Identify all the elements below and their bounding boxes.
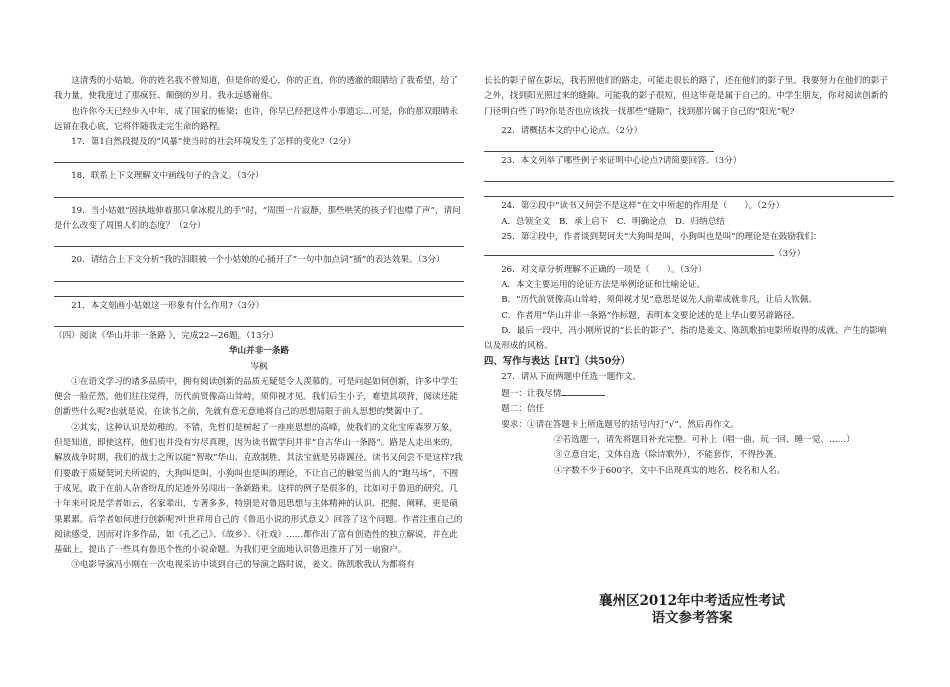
question-26-option-d: D．最后一段中，冯小刚所说的“长长的影子”，指的是姜文、陈凯歌拍电影所取得的成就、产生的影响以及形成的风格。 xyxy=(484,325,887,352)
section-4-heading: （四）阅读《华山并非一条路 》，完成22—26题。（13分） xyxy=(54,330,279,341)
answers-title-line-1: 襄州区2012年中考适应性考试 xyxy=(598,593,786,609)
article-paragraph-2: ②其实，这种认识是幼稚的。不错，先哲们是树起了一座座思想的高峰，使我们的文化宝库森罗万象，但是知道，即使这样，他们也并没有穷尽真理，因为读书做学问并非“自古华山一条路”。路是人走出来的，解放战争时期，我们的战士之所以能“智取”华山、克敌制胜，其法宝就是另辟蹊径。读书又何尝不是这样?我们要敢于质疑契诃夫所说的，大狗叫是叫，小狗叫也是叫的理论，不让自己的触觉当前人的“跑马场”，不囿于成见，敢于在前人杂沓纷乱的足迹外另闯出一条新路来。这样的例子是很多的，比如对于鲁迅的研究，几十年来可说是学者如云，名家辈出，专著多多，特别是对鲁迅思想与主体精神的认识、把握、阐释，更是硕果累累。后学者如何进行创新呢?叶世祥用自己的《鲁迅小说的形式意义》回答了这个问题。作者注重自己的阅读感受，因而对许多作品，如《孔乙己》、《故乡》、《社戏》……都作出了富有创造性的独立解说，并在此基础上，提出了一些具有鲁迅个性的小说命题。为我们更全面地认识鲁迅推开了另一扇窗户。 xyxy=(54,422,463,556)
intro-paragraph-2: 也许你今天已经步入中年，成了国家的栋梁；也许，你早已经把这件小事遗忘…可是，你的那双眼睛永远留在我心底，它将伴随我走完生命的路程。 xyxy=(54,106,458,132)
article-author: 岑枫 xyxy=(250,361,268,372)
question-25-answer xyxy=(484,245,894,262)
answer-line-25[interactable] xyxy=(484,245,774,256)
topic-1 xyxy=(484,385,894,402)
question-26-option-c: C．作者用“华山并非一条路”作标题，表明本文要论述的是上华山要另辟路径。 xyxy=(501,310,801,321)
question-20: 20．请结合上下文分析“我的泪眼被一个小姑娘的心捅开了”一句中加点词“捅”的表达效果。（3分） xyxy=(71,255,445,266)
article-paragraph-1: ①在语文学习的诸多品质中，拥有阅读创新的品质无疑是令人羡慕的。可是问起如何创新，许多中学生便会一脸茫然，他们往往觉得，历代前贤像高山耸峙，须仰视才见。我们后生小子，难望其项背，阅读还能创新些什么呢?也就是说，在读书之前，先就有意无意地将自己的思想局限于前人思想的樊篱中了。 xyxy=(54,376,458,418)
requirement-1: 要求：①请在答题卡上所选题号的括号内打“√”，然后再作文。 xyxy=(501,419,739,430)
question-24-options: A．总领全文 B．承上启下 C．明确论点 D．归纳总结 xyxy=(501,216,725,227)
question-22: 22．请概括本文的中心论点。（2分） xyxy=(501,125,643,136)
answer-line-17[interactable] xyxy=(54,150,464,163)
question-24: 24．第②段中“读书又何尝不是这样”在文中所起的作用是（ ）。（2分） xyxy=(501,201,785,212)
question-26: 26．对文章分析理解不正确的一项是（ ）。（3分） xyxy=(501,264,707,275)
requirement-label: 要求： xyxy=(501,419,527,430)
question-18: 18．联系上下文理解文中画线句子的含义。（3分） xyxy=(71,171,264,182)
requirement-4: ④字数不少于600字，文中不出现真实的地名、校名和人名。 xyxy=(554,465,786,476)
question-26-option-b: B．“历代前贤像高山耸峙，须仰视才见”意思是说先人前辈成就非凡，让后人钦佩。 xyxy=(501,295,818,306)
question-25: 25．第②段中，作者谈到契诃夫“大狗叫是叫，小狗叫也是叫”的理论是在鼓励我们： xyxy=(501,232,822,243)
article-paragraph-3: ③电影导演冯小刚在一次电视采访中谈到自己的导演之路时说，姜文、陈凯歌我认为都将有 xyxy=(71,560,415,571)
answers-title-line-2: 语文参考答案 xyxy=(651,610,733,626)
question-17: 17．第1自然段提及的“风暴”使当时的社会环境发生了怎样的变化?（2分） xyxy=(71,137,356,148)
question-25-score: （3分） xyxy=(774,249,806,260)
left-column xyxy=(54,74,464,574)
question-19: 19．当小姑娘“固执地伸着那只拿冰棍儿的手”时，“周围一片寂静，那些哄笑的孩子们也噤了声”，请问是什么改变了周围人们的态度？（2分） xyxy=(54,205,461,232)
answer-line-20a[interactable] xyxy=(54,269,464,282)
requirement-3: ③立意自定，文体自选（除诗歌外），不能套作，不得抄袭。 xyxy=(554,450,782,461)
intro-paragraph-1: 这清秀的小姑娘。你的姓名我不曾知道，但是你的爱心，你的正直，你的透澈的眼睛给了我希望，给了我力量，使我度过了那疯狂、颠倒的岁月。我永远感谢你。 xyxy=(54,76,458,102)
article-continuation: 长长的影子留在影坛，我若照他们的路走，可能走很长的路了，还在他们的影子里。我要努力在他们的影子之外，找到阳光照过来的缝隙。可能我的影子很短，但这毕竟是属于自己的。中学生朋友，你对阅读创新的门径明白些了吗?你是否也应该找一找那些“缝隙”，找到那片属于自己的“阳光”呢? xyxy=(484,76,888,117)
answer-line-23b[interactable] xyxy=(484,184,894,197)
answer-line-22[interactable] xyxy=(484,139,714,152)
topic-1-label: 题一：让我尽情 xyxy=(501,389,562,400)
writing-section-heading: 四、写作与表达〖HT〗（共50分） xyxy=(484,356,631,368)
question-26-option-a: A．本文主要运用的论证方法是举例论证和比喻论证。 xyxy=(501,279,706,290)
question-27: 27．请从下面两题中任选一题作文。 xyxy=(501,371,642,382)
right-column xyxy=(484,74,894,479)
topic-2: 题二：信任 xyxy=(501,404,545,415)
question-21: 21．本文刻画小姑娘这一形象有什么作用?（3分） xyxy=(71,300,265,311)
question-23: 23．本文列举了哪些例子来证明中心论点?请简要回答。（3分） xyxy=(501,156,742,167)
answer-line-23a[interactable] xyxy=(484,169,894,182)
requirement-2: ②若选题一，请先将题目补充完整。可补上（唱一曲、玩一回、睡一觉、……） xyxy=(554,434,855,445)
answer-line-20b[interactable] xyxy=(54,284,464,297)
answer-line-19[interactable] xyxy=(54,234,464,247)
article-title: 华山并非一条路 xyxy=(228,346,290,357)
answer-line-21[interactable] xyxy=(54,314,464,327)
topic-1-blank[interactable] xyxy=(561,385,605,396)
answer-line-18[interactable] xyxy=(54,185,464,198)
